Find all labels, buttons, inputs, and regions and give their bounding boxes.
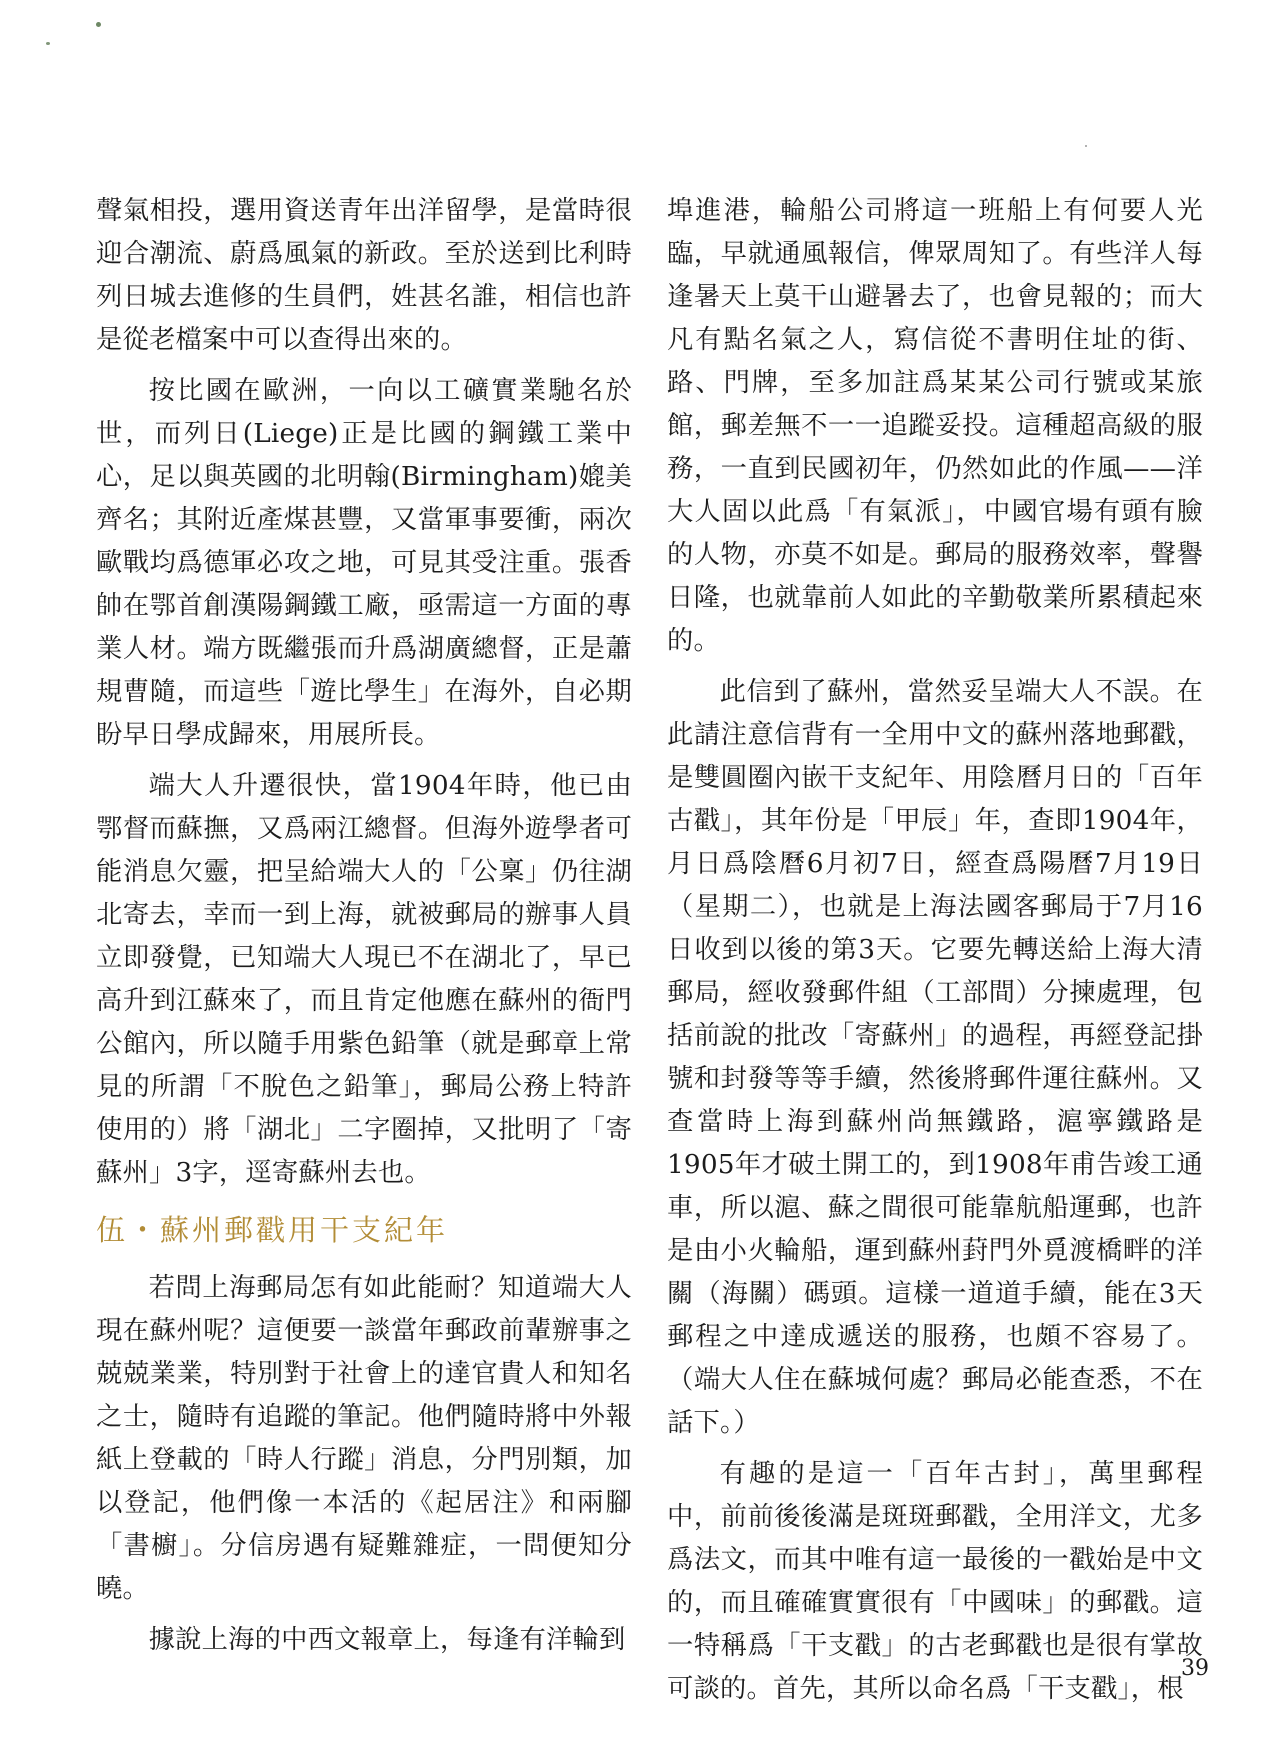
section-heading: 伍・蘇州郵戳用干支紀年: [96, 1213, 449, 1247]
scan-speck: [96, 22, 101, 27]
left-column: [96, 190, 632, 1662]
paragraph: 埠進港，輪船公司將這一班船上有何要人光臨，早就通風報信，俾眾周知了。有些洋人每逢暑天上莫干山避暑去了，也會見報的；而大凡有點名氣之人，寫信從不書明住址的街、路、門牌，至多加註爲某某公司行號或某旅館，郵差無不一一追蹤妥投。這種超高級的服務，一直到民國初年，仍然如此的作風——洋大人固以此爲「有氣派」，中國官場有頭有臉的人物，亦莫不如是。郵局的服務效率，聲譽日隆，也就靠前人如此的辛勤敬業所累積起來的。: [667, 196, 1203, 656]
right-column: [667, 190, 1203, 1711]
paragraph: 有趣的是這一「百年古封」，萬里郵程中，前前後後滿是斑斑郵戳，全用洋文，尤多爲法文，而其中唯有這一最後的一戳始是中文的，而且確確實實很有「中國味」的郵戳。這一特稱爲「干支戳」的古老郵戳也是很有掌故可談的。首先，其所以命名爲「干支戳」，根: [667, 1459, 1203, 1704]
paragraph: 聲氣相投，選用資送青年出洋留學，是當時很迎合潮流、蔚爲風氣的新政。至於送到比利時列日城去進修的生員們，姓甚名誰，相信也許是從老檔案中可以查得出來的。: [96, 196, 632, 355]
paragraph: 端大人升遷很快，當1904年時，他已由鄂督而蘇撫，又爲兩江總督。但海外遊學者可能消息欠靈，把呈給端大人的「公稟」仍往湖北寄去，幸而一到上海，就被郵局的辦事人員立即發覺，已知端大人現已不在湖北了，早已高升到江蘇來了，而且肯定他應在蘇州的衙門公館內，所以隨手用紫色鉛筆（就是郵章上常見的所謂「不脫色之鉛筆」，郵局公務上特許使用的）將「湖北」二字圈掉，又批明了「寄蘇州」3字，逕寄蘇州去也。: [96, 771, 632, 1188]
paragraph: 按比國在歐洲，一向以工礦實業馳名於世，而列日(Liege)正是比國的鋼鐵工業中心，足以與英國的北明翰(Birmingham)媲美齊名；其附近產煤甚豐，又當軍事要衝，兩次歐戰均爲德軍必攻之地，可見其受注重。張香帥在鄂首創漢陽鋼鐵工廠，亟需這一方面的專業人材。端方既繼張而升爲湖廣總督，正是蕭規曹隨，而這些「遊比學生」在海外，自必期盼早日學成歸來，用展所長。: [96, 376, 632, 750]
page-number: 39: [1181, 1656, 1209, 1681]
scan-speck: [1085, 145, 1087, 147]
scan-speck: [46, 42, 50, 45]
paragraph: 此信到了蘇州，當然妥呈端大人不誤。在此請注意信背有一全用中文的蘇州落地郵戳，是雙圓圈內嵌干支紀年、用陰曆月日的「百年古戳」，其年份是「甲辰」年，查即1904年，月日爲陰曆6月初7日，經查爲陽曆7月19日（星期二），也就是上海法國客郵局于7月16日收到以後的第3天。它要先轉送給上海大清郵局，經收發郵件組（工部間）分揀處理，包括前說的批改「寄蘇州」的過程，再經登記掛號和封發等等手續，然後將郵件運往蘇州。又查當時上海到蘇州尚無鐵路，滬寧鐵路是1905年才破土開工的，到1908年甫告竣工通車，所以滬、蘇之間很可能靠航船運郵，也許是由小火輪船，運到蘇州葑門外覓渡橋畔的洋關（海關）碼頭。這樣一道道手續，能在3天郵程之中達成遞送的服務，也頗不容易了。（端大人住在蘇城何處？郵局必能查悉，不在話下。）: [667, 677, 1203, 1438]
paragraph: 若問上海郵局怎有如此能耐？知道端大人現在蘇州呢？這便要一談當年郵政前輩辦事之兢兢業業，特別對于社會上的達官貴人和知名之士，隨時有追蹤的筆記。他們隨時將中外報紙上登載的「時人行蹤」消息，分門別類，加以登記，他們像一本活的《起居注》和兩腳「書櫥」。分信房遇有疑難雜症，一問便知分曉。: [96, 1273, 632, 1604]
paragraph: 據說上海的中西文報章上，每逢有洋輪到: [148, 1625, 626, 1655]
